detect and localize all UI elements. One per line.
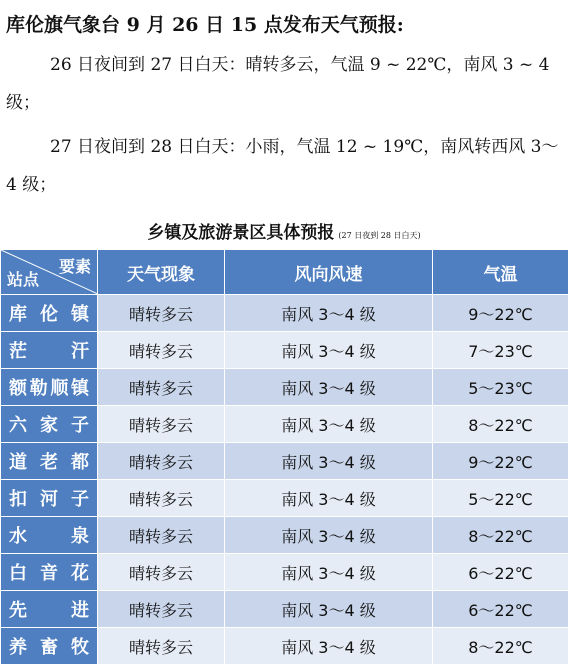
forecast-table [0, 249, 568, 665]
temp-cell: 6～22℃ [433, 591, 568, 628]
table-row [1, 628, 568, 665]
wind-cell: 南风 3～4 级 [225, 480, 433, 517]
weather-cell: 晴转多云 [98, 554, 225, 591]
station-cell [1, 517, 98, 554]
wind-cell: 南风 3～4 级 [225, 591, 433, 628]
table-row [1, 295, 568, 332]
header-weather: 天气现象 [98, 250, 225, 295]
table-row [1, 591, 568, 628]
table-row [1, 369, 568, 406]
forecast-paragraph-1 [6, 46, 562, 122]
station-name: 茫 汗 [9, 341, 89, 362]
table-title [0, 218, 568, 243]
temp-cell: 6～22℃ [433, 554, 568, 591]
table-row [1, 406, 568, 443]
table-row [1, 443, 568, 480]
station-name: 扣 河 子 [9, 489, 89, 510]
station-name: 水 泉 [9, 526, 89, 547]
table-row [1, 554, 568, 591]
weather-cell: 晴转多云 [98, 406, 225, 443]
station-name: 白 音 花 [9, 563, 89, 584]
weather-cell: 晴转多云 [98, 332, 225, 369]
station-name: 额 勒 顺 镇 [9, 378, 89, 399]
temp-cell: 7～23℃ [433, 332, 568, 369]
wind-cell: 南风 3～4 级 [225, 443, 433, 480]
station-cell [1, 332, 98, 369]
weather-cell: 晴转多云 [98, 628, 225, 665]
weather-cell: 晴转多云 [98, 369, 225, 406]
wind-cell: 南风 3～4 级 [225, 332, 433, 369]
header-temp: 气温 [433, 250, 568, 295]
station-name: 库 伦 镇 [9, 304, 89, 325]
station-cell [1, 591, 98, 628]
station-cell [1, 480, 98, 517]
table-title-text: 乡镇及旅游景区具体预报 [147, 223, 335, 243]
station-cell [1, 554, 98, 591]
table-row [1, 480, 568, 517]
table-subtitle: (27 日夜到 28 日白天) [338, 231, 421, 240]
weather-cell: 晴转多云 [98, 517, 225, 554]
temp-cell: 5～23℃ [433, 369, 568, 406]
wind-cell: 南风 3～4 级 [225, 554, 433, 591]
station-cell [1, 369, 98, 406]
wind-cell: 南风 3～4 级 [225, 628, 433, 665]
station-cell [1, 443, 98, 480]
table-row [1, 517, 568, 554]
weather-cell: 晴转多云 [98, 591, 225, 628]
corner-top-label: 要素 [58, 257, 91, 276]
forecast-paragraph-2 [6, 128, 562, 204]
temp-cell: 5～22℃ [433, 480, 568, 517]
temp-cell: 9～22℃ [433, 295, 568, 332]
weather-cell: 晴转多云 [98, 295, 225, 332]
station-cell [1, 406, 98, 443]
wind-cell: 南风 3～4 级 [225, 295, 433, 332]
wind-cell: 南风 3～4 级 [225, 517, 433, 554]
table-header-row [1, 250, 568, 295]
forecast-text-2: 27 日夜间到 28 日白天：小雨，气温 12 ~ 19℃，南风转西风 3～4 级； [6, 137, 559, 195]
wind-cell: 南风 3～4 级 [225, 406, 433, 443]
table-row [1, 332, 568, 369]
station-name: 六 家 子 [9, 415, 89, 436]
temp-cell: 9～22℃ [433, 443, 568, 480]
corner-bottom-label: 站点 [7, 270, 40, 289]
headline: 库伦旗气象台 9 月 26 日 15 点发布天气预报: [6, 14, 404, 36]
header-wind: 风向风速 [225, 250, 433, 295]
station-cell [1, 628, 98, 665]
station-cell [1, 295, 98, 332]
corner-header-cell [1, 250, 98, 295]
station-name: 先 进 [9, 600, 89, 621]
wind-cell: 南风 3～4 级 [225, 369, 433, 406]
temp-cell: 8～22℃ [433, 406, 568, 443]
station-name: 道 老 都 [9, 452, 89, 473]
temp-cell: 8～22℃ [433, 628, 568, 665]
station-name: 养 畜 牧 [9, 637, 89, 658]
temp-cell: 8～22℃ [433, 517, 568, 554]
weather-cell: 晴转多云 [98, 480, 225, 517]
weather-cell: 晴转多云 [98, 443, 225, 480]
forecast-text-1: 26 日夜间到 27 日白天：晴转多云，气温 9 ~ 22℃，南风 3 ~ 4 级； [6, 55, 550, 113]
